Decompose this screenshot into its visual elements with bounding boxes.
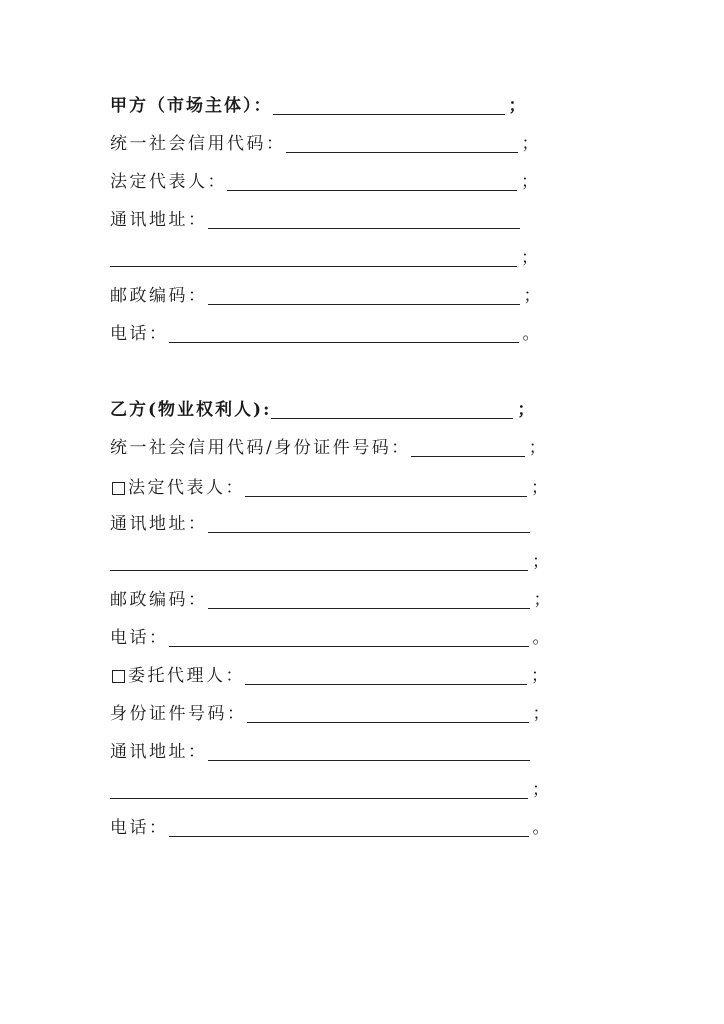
party-a-title-row	[110, 94, 528, 118]
party-a-credit-code-row	[110, 132, 541, 156]
party-b-agent-label: 委托代理人：	[128, 666, 245, 686]
semicolon: ；	[523, 286, 543, 306]
party-b-credit-or-id-label: 统一社会信用代码/身份证件号码：	[110, 438, 411, 458]
semicolon: ；	[531, 666, 551, 686]
party-b-legal-rep-row	[110, 476, 551, 500]
semicolon: ；	[521, 172, 541, 192]
party-a-postal-code-field[interactable]	[208, 286, 520, 305]
party-a-phone-row	[110, 322, 542, 346]
party-a-phone-field[interactable]	[169, 324, 519, 343]
party-b-name-field[interactable]	[271, 400, 513, 419]
party-b-agent-row	[110, 664, 551, 688]
semicolon: ；	[532, 552, 552, 572]
party-a-legal-rep-field[interactable]	[227, 172, 517, 191]
semicolon: ；	[528, 438, 549, 458]
agent-checkbox[interactable]	[112, 670, 125, 683]
party-b-agent-field[interactable]	[245, 666, 527, 685]
party-a-title: 甲方（市场主体）：	[110, 96, 273, 116]
party-b-address-row	[110, 512, 530, 536]
party-b-address-label: 通讯地址：	[110, 514, 208, 534]
party-b-agent-address-row	[110, 740, 530, 764]
party-a-address-row	[110, 208, 520, 232]
party-b-title: 乙方(物业权利人):	[110, 400, 272, 420]
period: 。	[522, 324, 542, 344]
party-a-address-label: 通讯地址：	[110, 210, 208, 230]
party-b-agent-id-field[interactable]	[247, 704, 529, 723]
party-a-postal-code-row	[110, 284, 543, 308]
semicolon: ；	[521, 134, 541, 154]
party-b-legal-rep-field[interactable]	[245, 478, 527, 497]
party-a-address-field-line2[interactable]	[110, 248, 517, 267]
party-b-legal-rep-label: 法定代表人：	[128, 478, 245, 498]
semicolon: ；	[532, 780, 552, 800]
party-b-title-row	[110, 398, 536, 422]
party-b-agent-phone-row	[110, 816, 552, 840]
party-b-address-field[interactable]	[208, 514, 530, 533]
semicolon: ；	[521, 248, 541, 268]
party-a-name-field[interactable]	[273, 96, 505, 115]
party-b-postal-code-label: 邮政编码：	[110, 590, 208, 610]
party-a-credit-code-field[interactable]	[286, 134, 518, 153]
party-b-credit-or-id-row	[110, 436, 548, 460]
semicolon: ；	[508, 96, 528, 116]
party-b-postal-code-field[interactable]	[208, 590, 530, 609]
party-b-agent-id-label: 身份证件号码：	[110, 704, 247, 724]
party-b-credit-or-id-field[interactable]	[411, 438, 525, 457]
semicolon: ；	[533, 590, 553, 610]
party-b-address-continued-row	[110, 550, 552, 574]
party-b-phone-label: 电话：	[110, 628, 169, 648]
party-b-agent-id-row	[110, 702, 552, 726]
party-b-agent-address-continued-row	[110, 778, 552, 802]
legal-rep-checkbox[interactable]	[112, 482, 125, 495]
party-b-address-field-line2[interactable]	[110, 552, 528, 571]
semicolon: ；	[517, 400, 537, 420]
semicolon: ；	[532, 704, 552, 724]
party-a-phone-label: 电话：	[110, 324, 169, 344]
party-b-agent-address-label: 通讯地址：	[110, 742, 208, 762]
party-b-agent-address-field[interactable]	[208, 742, 530, 761]
party-b-agent-address-field-line2[interactable]	[110, 780, 528, 799]
party-b-postal-code-row	[110, 588, 553, 612]
party-b-agent-phone-label: 电话：	[110, 818, 169, 838]
party-a-address-field[interactable]	[208, 210, 520, 229]
party-b-phone-row	[110, 626, 552, 650]
period: 。	[532, 818, 552, 838]
party-b-phone-field[interactable]	[169, 628, 529, 647]
party-a-legal-rep-label: 法定代表人：	[110, 172, 227, 192]
party-b-agent-phone-field[interactable]	[169, 818, 529, 837]
party-a-address-continued-row	[110, 246, 541, 270]
semicolon: ；	[531, 478, 551, 498]
party-a-legal-rep-row	[110, 170, 541, 194]
party-a-postal-code-label: 邮政编码：	[110, 286, 208, 306]
party-a-credit-code-label: 统一社会信用代码：	[110, 134, 286, 154]
period: 。	[532, 628, 552, 648]
